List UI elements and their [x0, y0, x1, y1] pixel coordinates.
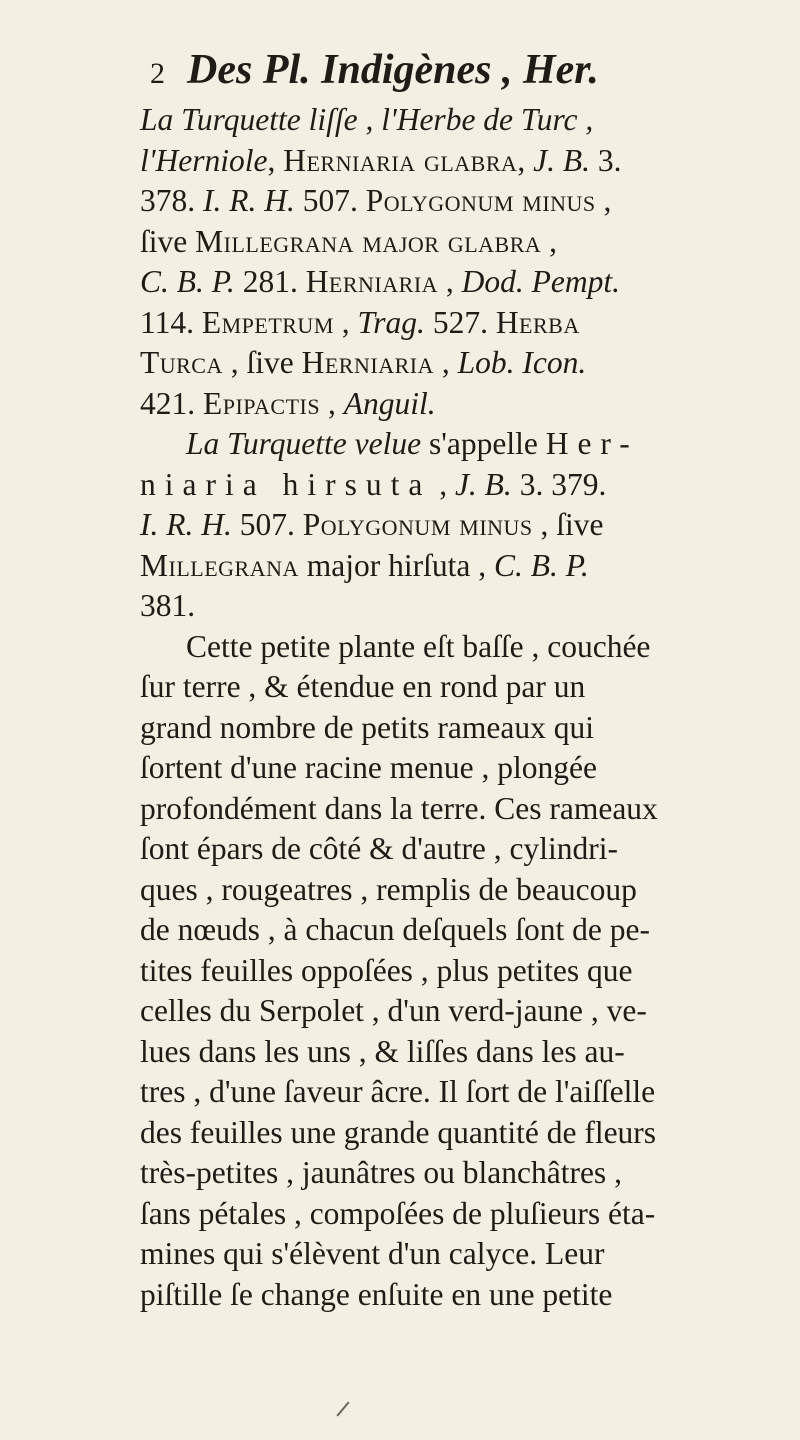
text-line	[140, 829, 770, 870]
text-run: ,	[595, 183, 612, 218]
text-line	[140, 384, 770, 425]
text-run: ſont épars de côté & d'autre , cylindri-	[140, 831, 619, 866]
text-run: celles du Serpolet , d'un verd-jaune , ve-	[140, 993, 647, 1028]
text-run: Trag.	[357, 304, 425, 340]
text-run: I. R. H.	[203, 183, 295, 218]
text-run: Cette petite plante eſt baſſe , couchée	[186, 628, 651, 664]
text-run: Polygonum minus	[302, 507, 533, 542]
text-line	[140, 343, 770, 384]
text-run: Lob. Icon.	[457, 345, 587, 380]
text-run: major hirſuta ,	[298, 547, 494, 583]
text-line	[140, 181, 770, 222]
text-run: ſortent d'une racine menue , plongée	[140, 750, 597, 785]
text-line	[140, 141, 770, 182]
running-header	[150, 46, 750, 94]
text-run: ,	[438, 264, 462, 299]
text-run: C. B. P.	[493, 547, 589, 583]
text-run: très-petites , jaunâtres ou blanchâtres ,	[140, 1155, 622, 1190]
text-run: Her-	[545, 426, 639, 461]
text-run: s'appelle	[421, 426, 546, 461]
text-line	[140, 424, 770, 465]
text-run: Polygonum minus	[365, 183, 596, 218]
text-line	[140, 303, 770, 344]
text-line	[140, 627, 770, 668]
text-run: Millegrana	[140, 547, 299, 583]
text-line	[140, 465, 770, 506]
text-run: ſur terre , & étendue en rond par un	[140, 669, 586, 704]
text-run: Herniaria	[305, 264, 439, 299]
body-text	[140, 100, 770, 1315]
text-line	[140, 1072, 770, 1113]
text-run: ,	[517, 142, 534, 178]
text-line	[140, 748, 770, 789]
text-line	[140, 1153, 770, 1194]
text-run: Epipactis	[203, 385, 321, 421]
text-run: grand nombre de petits rameaux qui	[140, 709, 594, 745]
text-line	[140, 1032, 770, 1073]
text-run: lues dans les uns , & liſſes dans les au-	[140, 1033, 625, 1069]
text-run: ,	[541, 223, 558, 259]
text-run: Herniaria	[301, 345, 434, 380]
text-run: Anguil.	[343, 385, 436, 421]
text-line	[140, 546, 770, 587]
text-run: niaria hirsuta	[140, 466, 432, 502]
stray-ink-mark	[336, 1401, 349, 1416]
text-run: ſans pétales , compoſées de pluſieurs éta-	[140, 1195, 656, 1231]
text-line	[140, 1275, 770, 1316]
text-run: 3. 379.	[511, 466, 607, 502]
running-title: Des Pl. Indigènes , Her.	[187, 47, 599, 93]
text-run: ques , rougeatres , remplis de beaucoup	[140, 871, 637, 907]
text-line	[140, 505, 770, 546]
text-run: ,	[267, 142, 284, 178]
text-run: Empetrum	[201, 304, 334, 340]
text-run: , ſive	[222, 345, 302, 380]
text-run: l'Herniole	[140, 142, 268, 178]
text-run: tites feuilles oppoſées , plus petites que	[140, 952, 633, 988]
text-run: ,	[431, 466, 455, 502]
text-run: La Turquette liſſe , l'Herbe de Turc ,	[140, 102, 594, 137]
text-run: 281.	[234, 264, 306, 299]
text-run: tres , d'une ſaveur âcre. Il ſort de l'aiſſelle	[140, 1074, 656, 1109]
text-run: 3.	[590, 142, 622, 178]
text-run: Dod. Pempt.	[461, 264, 621, 299]
text-line	[140, 222, 770, 263]
text-run: 527.	[424, 304, 496, 340]
text-line	[140, 1113, 770, 1154]
text-line	[140, 951, 770, 992]
text-line	[140, 1194, 770, 1235]
text-run: Herniaria glabra	[283, 142, 518, 178]
text-line	[140, 667, 770, 708]
text-run: 421.	[140, 385, 203, 421]
text-run: Turca	[140, 345, 223, 380]
text-run: J. B.	[533, 142, 591, 178]
text-run: 378.	[140, 183, 203, 218]
text-run: 381.	[140, 588, 196, 623]
text-run: I. R. H.	[140, 507, 232, 542]
text-line	[140, 789, 770, 830]
text-line	[140, 586, 770, 627]
text-run: C. B. P.	[140, 264, 235, 299]
text-line	[140, 262, 770, 303]
text-run: des feuilles une grande quantité de fleurs	[140, 1114, 657, 1150]
text-run: Millegrana major glabra	[195, 223, 542, 259]
text-line	[140, 910, 770, 951]
text-run: 507.	[294, 183, 366, 218]
text-line	[140, 100, 770, 141]
text-run: 507.	[231, 507, 303, 542]
page-number: 2	[150, 57, 165, 90]
text-run: profondément dans la terre. Ces rameaux	[140, 790, 658, 826]
text-line	[140, 991, 770, 1032]
text-run: ,	[320, 385, 344, 421]
text-run: ,	[433, 345, 458, 380]
text-run: , ſive	[532, 507, 604, 542]
text-run: mines qui s'élèvent d'un calyce. Leur	[140, 1236, 605, 1271]
text-run: 114.	[140, 304, 202, 340]
text-run: ,	[333, 304, 358, 340]
text-line	[140, 1234, 770, 1275]
text-run: Herba	[495, 304, 580, 340]
text-run: La Turquette velue	[186, 426, 422, 461]
text-run: de nœuds , à chacun deſquels ſont de pe-	[140, 912, 650, 947]
text-run: piſtille ſe change enſuite en une petite	[140, 1276, 613, 1312]
text-run: ſive	[140, 223, 196, 259]
text-line	[140, 870, 770, 911]
text-line	[140, 708, 770, 749]
text-run: J. B.	[454, 466, 512, 502]
